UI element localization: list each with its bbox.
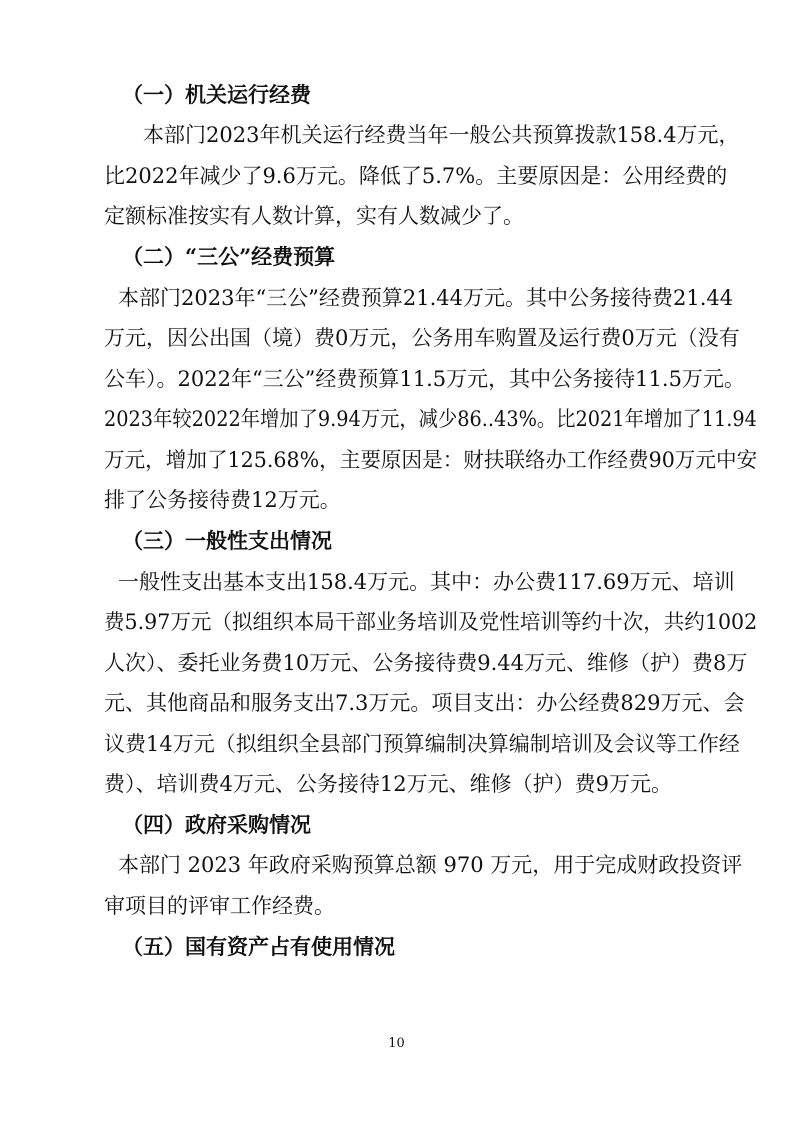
section-4-line-1: 本部门 2023 年政府采购预算总额 970 万元，用于完成财政投资评 bbox=[118, 853, 743, 877]
section-3-line-6: 费）、培训费4万元、公务接待12万元、维修（护）费9万元。 bbox=[104, 772, 672, 796]
section-3-line-3: 人次）、委托业务费10万元、公务接待费9.44万元、维修（护）费8万 bbox=[104, 651, 748, 675]
section-1-line-1: 本部门2023年机关运行经费当年一般公共预算拨款158.4万元， bbox=[143, 123, 740, 147]
section-2-heading: （二）“三公”经费预算 bbox=[122, 244, 336, 269]
section-2-line-5: 万元，增加了125.68%，主要原因是：财扶联络办工作经费90万元中安 bbox=[104, 448, 758, 472]
section-4-line-2: 审项目的评审工作经费。 bbox=[104, 894, 335, 918]
section-3-line-4: 元、其他商品和服务支出7.3万元。项目支出：办公经费829万元、会 bbox=[104, 691, 745, 715]
section-2-line-2: 万元，因公出国（境）费0万元，公务用车购置及运行费0万元（没有 bbox=[104, 326, 740, 350]
section-3-line-5: 议费14万元（拟组织全县部门预算编制决算编制培训及会议等工作经 bbox=[104, 732, 740, 756]
section-2-line-6: 排了公务接待费12万元。 bbox=[104, 488, 341, 512]
section-3-line-1: 一般性支出基本支出158.4万元。其中：办公费117.69万元、培训 bbox=[118, 570, 735, 594]
section-1-heading: （一）机关运行经费 bbox=[122, 82, 311, 107]
section-2-line-3: 公车）。2022年“三公”经费预算11.5万元，其中公务接待11.5万元。 bbox=[104, 367, 745, 391]
section-3-line-2: 费5.97万元（拟组织本局干部业务培训及党性培训等约十次，共约1002 bbox=[104, 610, 758, 634]
section-5-heading: （五）国有资产占有使用情况 bbox=[122, 934, 395, 959]
section-4-heading: （四）政府采购情况 bbox=[122, 812, 311, 837]
section-1-line-2: 比2022年减少了9.6万元。降低了5.7%。主要原因是：公用经费的 bbox=[104, 164, 728, 188]
section-1-line-3: 定额标准按实有人数计算，实有人数减少了。 bbox=[104, 204, 524, 228]
section-3-heading: （三）一般性支出情况 bbox=[122, 528, 332, 553]
page-number: 10 bbox=[388, 1036, 405, 1051]
section-2-line-4: 2023年较2022年增加了9.94万元，减少86..43%。比2021年增加了11.94 bbox=[104, 407, 757, 431]
section-2-line-1: 本部门2023年“三公”经费预算21.44万元。其中公务接待费21.44 bbox=[118, 286, 734, 310]
